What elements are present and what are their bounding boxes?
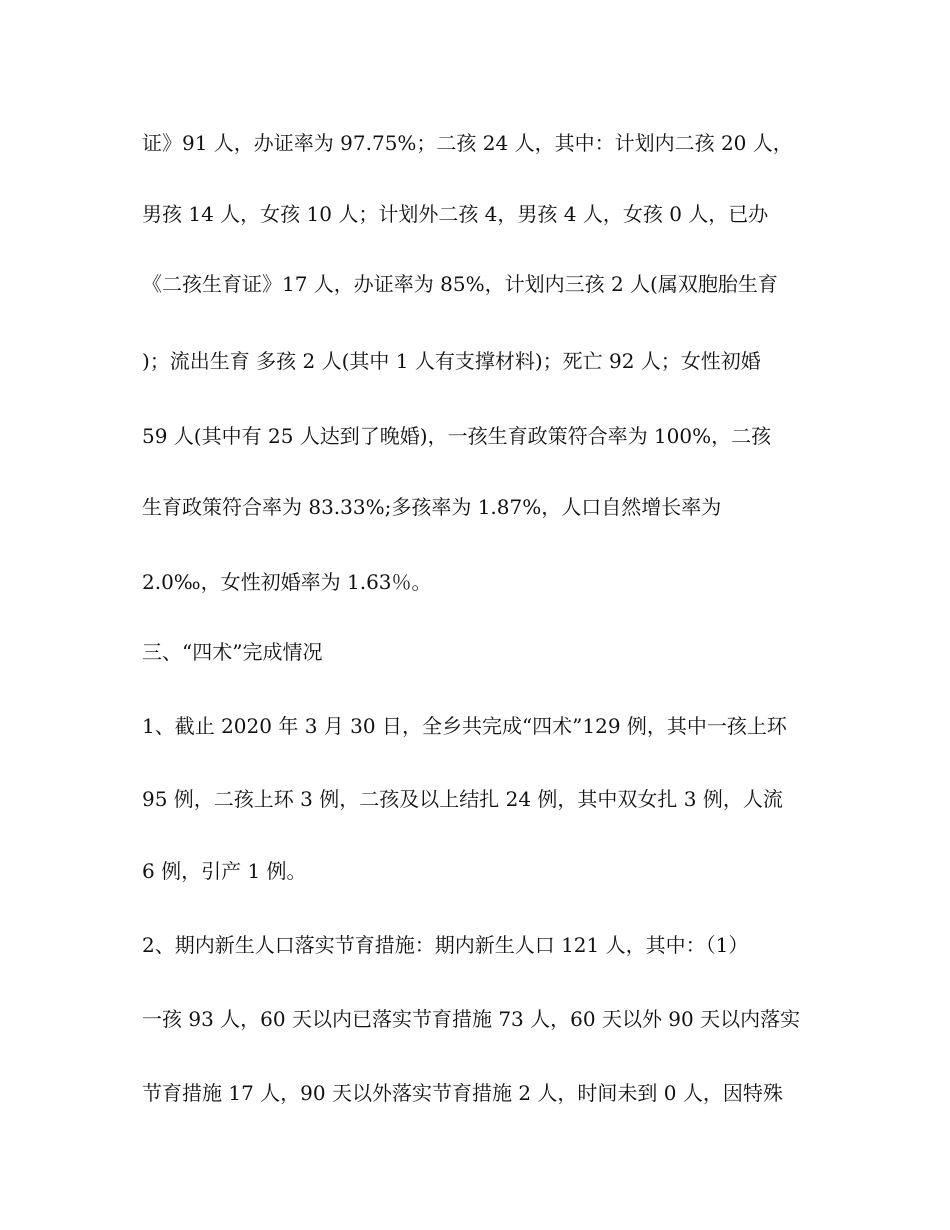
text-line-7: 2.0‰，女性初婚率为 1.63％。: [142, 570, 432, 594]
text-line-3: 《二孩生育证》17 人，办证率为 85%，计划内三孩 2 人(属双胞胎生育: [142, 272, 778, 296]
text-line-13: 一孩 93 人，60 天以内已落实节育措施 73 人，60 天以外 90 天以内落实: [142, 1007, 801, 1031]
text-line-11: 6 例，引产 1 例。: [142, 859, 307, 883]
text-line-6: 生育政策符合率为 83.33%;多孩率为 1.87%，人口自然增长率为: [142, 495, 722, 519]
text-line-14: 节育措施 17 人，90 天以外落实节育措施 2 人，时间未到 0 人，因特殊: [142, 1081, 783, 1105]
text-line-10: 95 例，二孩上环 3 例，二孩及以上结扎 24 例，其中双女扎 3 例，人流: [142, 787, 783, 811]
text-line-2: 男孩 14 人，女孩 10 人；计划外二孩 4，男孩 4 人，女孩 0 人，已办: [142, 202, 769, 226]
text-line-1: 证》91 人，办证率为 97.75%；二孩 24 人，其中：计划内二孩 20 人，: [142, 131, 793, 155]
text-line-9: 1、截止 2020 年 3 月 30 日，全乡共完成“四术”129 例，其中一孩上环: [142, 714, 787, 738]
text-line-12: 2、期内新生人口落实节育措施：期内新生人口 121 人，其中：（1）: [142, 933, 749, 957]
text-line-5: 59 人(其中有 25 人达到了晚婚)，一孩生育政策符合率为 100%，二孩: [142, 424, 772, 448]
text-line-4: )；流出生育 多孩 2 人(其中 1 人有支撑材料)；死亡 92 人；女性初婚: [142, 349, 761, 373]
section-heading: 三、“四术”完成情况: [142, 640, 323, 664]
